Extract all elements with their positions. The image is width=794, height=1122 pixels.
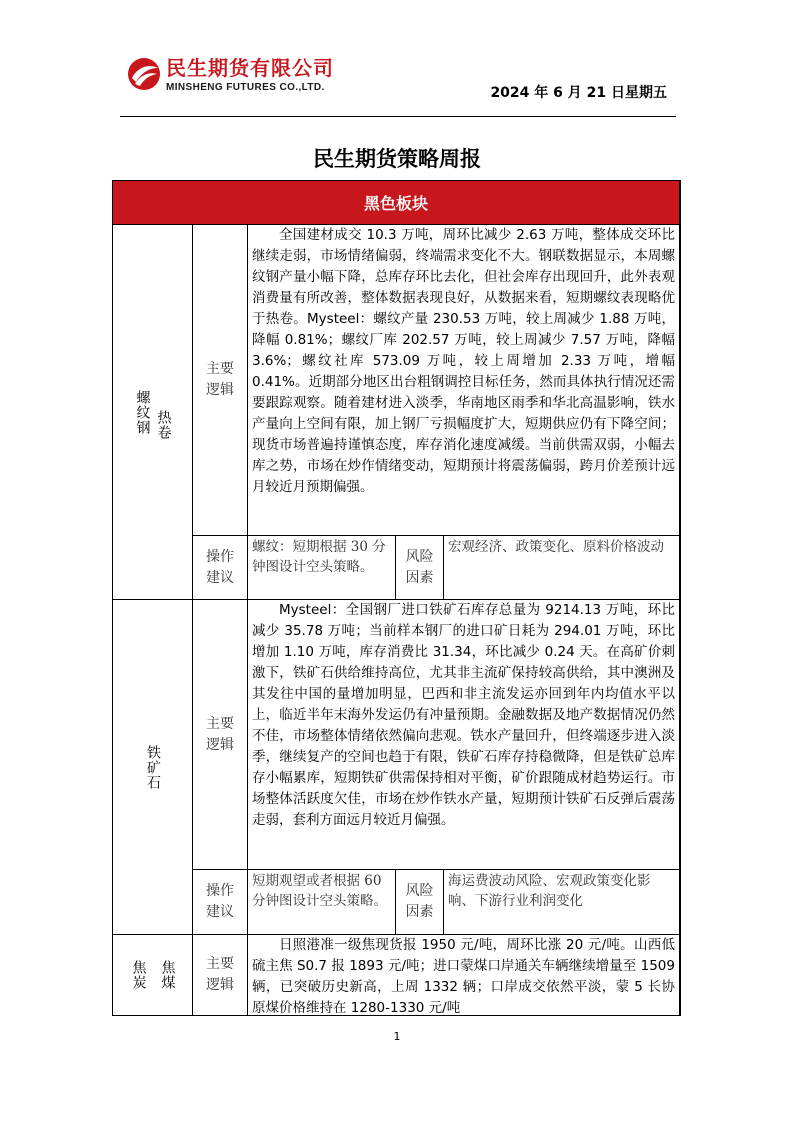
minsheng-logo-icon bbox=[126, 56, 162, 92]
product-group-rebar: 热卷 bbox=[155, 410, 172, 440]
risk-label-iron-ore: 风险因素 bbox=[396, 870, 444, 935]
strategy-table bbox=[112, 180, 681, 1016]
product-name-coke: 焦炭 bbox=[130, 960, 147, 990]
product-name-rebar: 螺纹钢 bbox=[134, 389, 151, 435]
main-logic-label-iron-ore: 主要逻辑 bbox=[193, 600, 248, 870]
operation-text-rebar: 螺纹：短期根据 30 分钟图设计空头策略。 bbox=[248, 536, 396, 600]
main-logic-text-rebar: 全国建材成交 10.3 万吨，周环比减少 2.63 万吨，整体成交环比继续走弱，市场情绪偏弱，终端需求变化不大。钢联数据显示，本周螺纹钢产量小幅下降，总库存环比去化，但社会库存出现回升，此外表观消费量有所改善，整体数据表现良好，从数据来看，短期螺纹表现略优于热卷。Mysteel：螺纹产量 230.53 万吨，较上周减少 1.88 万吨，降幅 0.81%；螺纹厂库 202.57 万吨，较上周减少 7.57 万吨，降幅 3.6%；螺纹社库 573.09 万吨，较上周增加 2.33 万吨，增幅 0.41%。近期部分地区出台粗钢调控目标任务，然而具体执行情况还需要跟踪观察。随着建材进入淡季，华南地区雨季和华北高温影响，铁水产量向上空间有限，加上钢厂亏损幅度扩大，短期供应仍有下降空间；现货市场普遍持谨慎态度，库存消化速度减缓。当前供需双弱，小幅去库之势，市场在炒作情绪变动，短期预计将震荡偏弱，跨月价差预计远月较近月预期偏强。 bbox=[248, 225, 680, 536]
main-logic-label-coke: 主要逻辑 bbox=[193, 935, 248, 1015]
main-logic-text-iron-ore: Mysteel：全国钢厂进口铁矿石库存总量为 9214.13 万吨，环比减少 35.78 万吨；当前样本钢厂的进口矿日耗为 294.01 万吨，环比增加 1.10 万吨，库存消费比 31.34，环比减少 0.24 天。在高矿价刺激下，铁矿石供给维持高位，尤其非主流矿保持较高供给，其中澳洲及其发往中国的量增加明显，巴西和非主流发运亦回到年内均值水平以上，临近半年末海外发运仍有冲量预期。金融数据及地产数据情况仍然不佳，市场整体情绪依然偏向悲观。铁水产量回升，但终端逐步进入淡季，继续复产的空间也趋于有限，铁矿石库存持稳微降，但是铁矿总库存小幅累库，短期铁矿供需保持相对平衡，矿价跟随成材趋势运行。市场整体活跃度欠佳，市场在炒作铁水产量，短期预计铁矿石反弹后震荡走弱，套利方面远月较近月偏强。 bbox=[248, 600, 680, 870]
operation-label-rebar: 操作建议 bbox=[193, 536, 248, 600]
company-name-cn: 民生期货有限公司 bbox=[166, 56, 334, 80]
risk-text-rebar: 宏观经济、政策变化、原料价格波动 bbox=[444, 536, 680, 600]
operation-text-iron-ore: 短期观望或者根据 60 分钟图设计空头策略。 bbox=[248, 870, 396, 935]
company-logo bbox=[126, 52, 366, 102]
risk-text-iron-ore: 海运费波动风险、宏观政策变化影响、下游行业利润变化 bbox=[444, 870, 680, 935]
product-cell-rebar bbox=[113, 225, 193, 600]
main-logic-label-rebar: 主要逻辑 bbox=[193, 225, 248, 536]
company-name-en: MINSHENG FUTURES CO.,LTD. bbox=[166, 82, 325, 93]
sector-banner bbox=[113, 181, 680, 225]
product-cell-iron-ore bbox=[113, 600, 193, 935]
main-logic-text-coke: 日照港准一级焦现货报 1950 元/吨，周环比涨 20 元/吨。山西低硫主焦 S0.7 报 1893 元/吨；进口蒙煤口岸通关车辆继续增量至 1509 辆，已突破历史新高，上周 1332 辆；口岸成交依然平淡，蒙 5 长协原煤价格维持在 1280-1330 元/吨 bbox=[248, 935, 680, 1015]
page-number: 1 bbox=[393, 1030, 401, 1043]
product-cell-coke bbox=[113, 935, 193, 1015]
report-date: 2024 年 6 月 21 日星期五 bbox=[490, 85, 667, 101]
operation-label-iron-ore: 操作建议 bbox=[193, 870, 248, 935]
header-divider bbox=[120, 116, 676, 117]
risk-label-rebar: 风险因素 bbox=[396, 536, 444, 600]
sector-title: 黑色板块 bbox=[363, 194, 428, 213]
product-name-iron-ore: 铁矿石 bbox=[145, 744, 161, 790]
product-group-coke: 焦煤 bbox=[159, 960, 176, 990]
page-title: 民生期货策略周报 bbox=[313, 147, 481, 171]
